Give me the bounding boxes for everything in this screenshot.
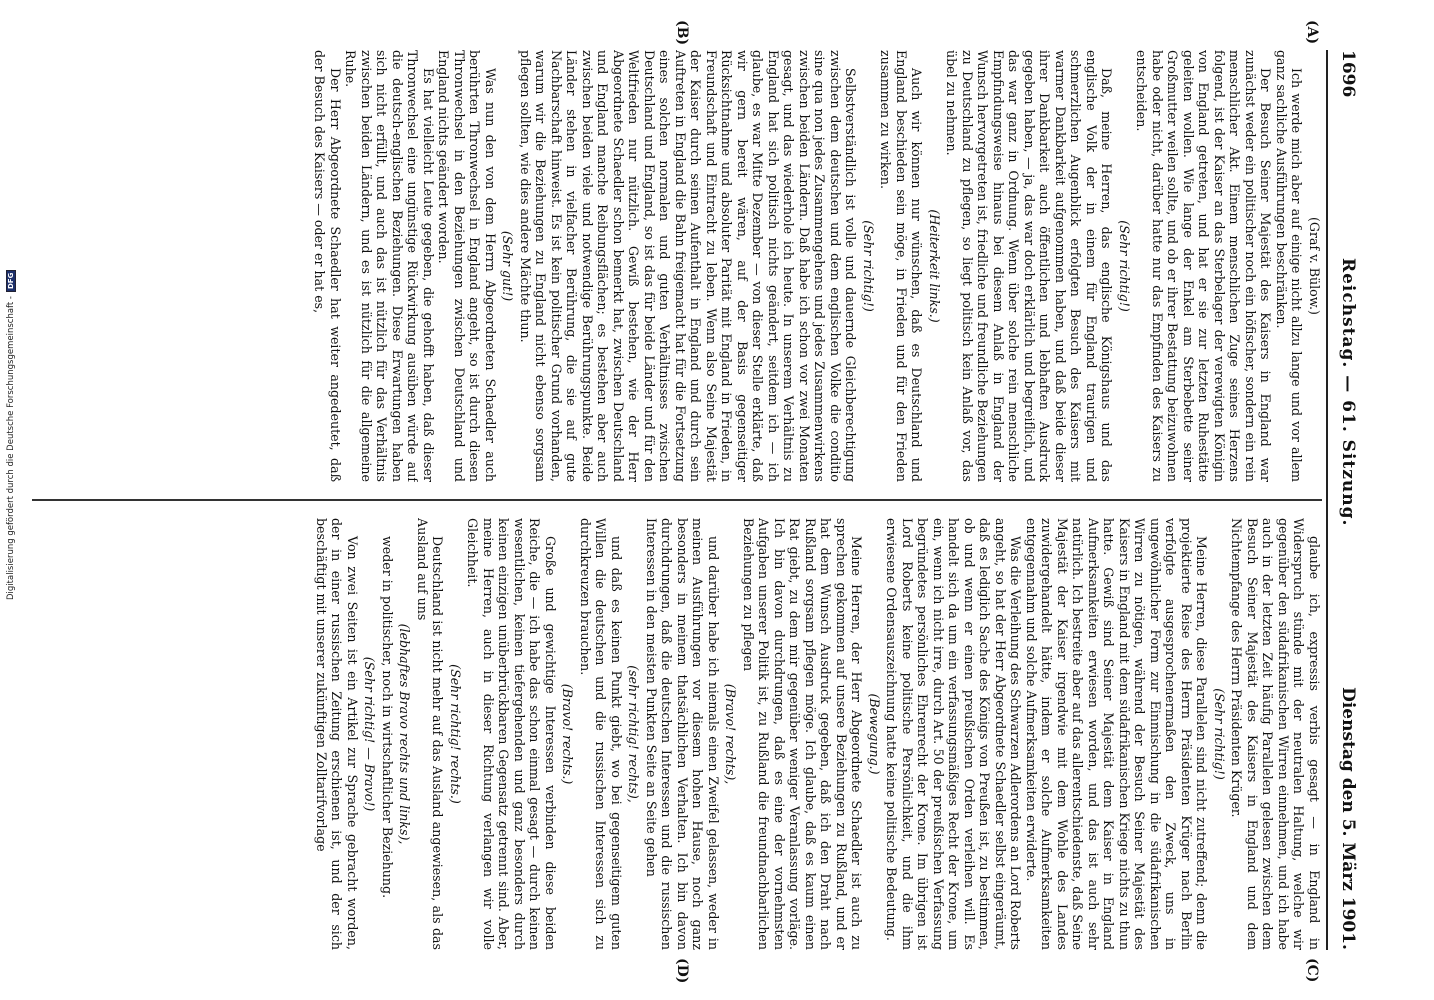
reaction-note: (Sehr richtig!) <box>1117 220 1132 312</box>
reaction-note: (sehr richtig! rechts), <box>626 665 642 803</box>
margin-marker-b: (B) <box>674 20 690 46</box>
text-paragraph: Selbstverständlich ist volle und dauernde Gleichberechtigung zwischen dem deutschen und dem englischen Volke die conditio sine qua non jedes Zusammengehens und jedes Zusammenwirkens zwischen beiden Ländern. Daß habe ich schon vor zwei Monaten gesagt, und das wiederhole ich heute. In unserem Verhältnis zu England hat sich politisch nichts geändert, seitdem ich — ich glaube, es war Mitte Dezember — von dieser Stelle erklärte, daß wir gern bereit wären, auf der Basis gegenseitiger Rücksichtnahme und absoluter Parität mit England in Frieden, in Freundschaft und Eintracht zu leben. Wenn also Seine Majestät der Kaiser durch seinen Aufenthalt in England und durch sein Auftreten in England die Bahn freigemacht hat für die Fortsetzung eines solchen normalen und guten Verhältnisses zwischen Deutschland und England, so ist das für beide Länder und für den Weltfrieden nur nützlich. Gewiß bestehen, wie der Herr Abgeordnete Schaedler schon bemerkt hat, zwischen Deutschland und England manche Reibungsflächen; es bestehen aber auch zwischen beiden viele und notwendige Berührungspunkte. Beide Länder stehen in vielfacher Berührung, die sie auf gute Nachbarschaft hinweist. Es ist kein politischer Grund vorhanden, warum wir die Beziehungen zu England nicht ebenso sorgsam pflegen sollten, wie dies andere Mächte thun. <box>518 50 859 482</box>
text-paragraph: Meine Herren, der Herr Abgeordnete Schaedler ist auch zu sprechen gekommen auf unsere Beziehungen zu Rußland, und er hat dem Wunsch Ausdruck gegeben, daß ich den Draht nach Rußland sorgsam pflegen möge. Ich glaube, daß es kaum einen Rat giebt, zu dem mir gegenüber weniger Veranlassung vorläge. Ich bin davon durchdrungen, daß es eine der vornehmsten Aufgaben unserer Politik ist, zu Rußland die freundnachbarlichen Beziehungen zu pflegen <box>741 518 865 950</box>
speaker-name: (Graf v. Bülow.) <box>1307 217 1322 315</box>
margin-marker-a: (A) <box>1304 20 1320 45</box>
text-paragraph: Der Besuch Seiner Majestät des Kaisers in England war zunächst weder ein politischer noch ein höfischer, sondern ein rein menschlicher Akt. Einem menschlichen Zuge seines Herzens folgend, ist der Kaiser an das Sterbelager der verewigten Königin von England getreten, und hat er sie zur letzten Ruhestätte geleiten wollen. Wie lange der Enkel am Sterbebette seiner Großmutter weilen sollte, und ob er ihrer Bestattung beizuwohnen habe oder nicht, darüber hatte nur das Empfinden des Kaisers zu entscheiden. <box>1134 50 1274 482</box>
reaction-note: (Sehr richtig!) <box>861 220 876 312</box>
page-number: 1696 <box>1338 50 1358 98</box>
page-title: Reichstag. — 61. Sitzung. <box>1338 257 1358 527</box>
reaction-note: (Sehr gut!) <box>500 230 516 302</box>
reaction-note: (Sehr richtig! rechts.) <box>448 664 463 804</box>
page-date: Dienstag den 5. März 1901. <box>1338 687 1358 950</box>
margin-marker-c: (C) <box>1304 958 1320 983</box>
credit-text: Digitalisierung gefördert durch die Deutsche Forschungsgemeinschaft - <box>6 296 16 600</box>
text-paragraph: Auch wir können nur wünschen, daß es Deutschland und England beschieden sein möge, in Frieden und für den Frieden zusammen zu wirken. <box>878 50 925 482</box>
column-divider <box>32 499 1322 501</box>
text-paragraph: Daß, meine Herren, das englische Königshaus und das englische Volk der in einem für England traurigen und schmerzlichen Augenblick erfolgten Besuch des Kaisers mit warmer Dankbarkeit aufgenommen haben, und daß beide dieser ihrer Dankbarkeit auch öffentlichen und lebhaften Ausdruck gegeben haben, — ja, das war doch erklärlich und begreiflich, und das war ganz in Ordnung. Wenn über solche rein menschliche Empfindungsweise hinaus bei diesem Anlaß in England der Wunsch hervorgetreten ist, friedliche und freundliche Beziehungen zu Deutschland zu pflegen, so liegt politisch kein Anlaß vor, das übel zu nehmen. <box>944 50 1115 482</box>
reaction-note: (Heiterkeit links.) <box>927 209 942 323</box>
reaction-note: (Sehr richtig!) <box>1212 688 1227 780</box>
text-paragraph: Was nun den von dem Herrn Abgeordneten Schaedler auch berührten Thronwechsel in England angeht, so ist durch diesen Thronwechsel in den Beziehungen zwischen Deutschland und England nichts geändert worden. <box>436 50 498 482</box>
text-paragraph: Meine Herren, diese Parallelen sind nicht zutreffend; denn die projektierte Reise des Herrn Präsidenten Krüger nach Berlin verfolgte ausgesprochenermaßen den Zweck, uns in ungewöhnlicher Form zur Einmischung in die südafrikanischen Wirren zu nötigen, während der Besuch Seiner Majestät des Kaisers in England mit dem südafrikanischen Kriege nichts zu thun hatte. Gewiß sind Seiner Majestät dem Kaiser in England Aufmerksamkeiten erwiesen worden, und das ist auch sehr natürlich. Ich bestreite aber auf das allerentschiedenste, daß Seine Majestät der Kaiser irgendwie mit dem Wohle des Landes zuwidergehandelt hätte, indem er solche Aufmerksamkeiten entgegennahm und solche Aufmerksamkeiten erwiderte. <box>1024 518 1210 950</box>
header-rule <box>1326 50 1328 950</box>
reaction-note: (lebhaftes Bravo rechts und links), <box>397 623 413 845</box>
text-paragraph: Was die Verleihung des Schwarzen Adlerordens an Lord Roberts angeht, so hat der Herr Abgeordnete Schaedler selbst eingeräumt, daß es lediglich Sache des Königs von Preußen ist, zu bestimmen, ob und wenn er einen preußischen Orden verleihen will. Es handelt sich da um ein verfassungsmäßiges Recht der Krone, um ein, wenn ich nicht irre, durch Art. 50 der preußischen Verfassung begründetes persönliches Ehrenrecht der Krone. Im übrigen ist Lord Roberts keine politische Persönlichkeit, und die ihm erwiesene Ordensauszeichnung hatte keine politische Bedeutung. <box>884 518 1024 950</box>
left-column <box>32 50 1322 482</box>
page-header <box>1330 50 1358 950</box>
text-paragraph: Es hat vielleicht Leute gegeben, die gehofft haben, daß dieser Thronwechsel eine ungünstige Rückwirkung ausüben würde auf die deutsch-englischen Beziehungen. Diese Erwartungen haben sich nicht erfüllt, und auch das ist nützlich für das Verhältnis zwischen beiden Ländern, und es ist nützlich für die allgemeine Ruhe. <box>343 50 436 482</box>
text-paragraph: und daß es keinen Punkt giebt, wo bei gegenseitigem guten Willen die deutschen und die russischen Interessen sich zu durchkreuzen brauchen. <box>578 518 624 950</box>
text-paragraph: Deutschland ist nicht mehr auf das Ausland angewiesen, als das Ausland auf uns <box>415 518 446 950</box>
text-paragraph: und darüber habe ich niemals einen Zweifel gelassen, weder in meinen Ausführungen vor diesem hohen Hause, noch ganz besonders in meinem thatsächlichen Verhalten. Ich bin davon durchdrungen, daß die deutschen Interessen und die russischen Interessen in den meisten Punkten Seite an Seite gehen <box>644 518 721 950</box>
reaction-note: (Bravo! rechts), <box>723 683 739 785</box>
text-paragraph: glaube ich, expressis verbis gesagt — in England in Widerspruch stünde mit der neutralen Haltung, welche wir gegenüber den südafrikanischen Wirren einnehmen, und ich habe auch in der letzten Zeit häufig Parallelen gelesen zwischen dem Besuch Seiner Majestät des Kaisers in England und dem Nichtempfange des Herrn Präsidenten Krüger. <box>1229 518 1322 950</box>
margin-marker-d: (D) <box>674 958 690 984</box>
text-paragraph: Der Herr Abgeordnete Schaedler hat weiter angedeutet, daß der Besuch des Kaisers — oder er hat es, <box>312 50 343 482</box>
dfg-logo: DFG <box>6 270 16 292</box>
text-paragraph: Große und gewichtige Interessen verbinden diese beiden Reiche, die — ich habe das schon einmal gesagt — durch keinen wesentlichen, keinen tiefergehenden und ganz besonders durch keinen einzigen unüberbrückbaren Gegensatz getrennt sind. Aber, meine Herren, auch in dieser Richtung verlangen wir volle Gleichheit. <box>465 518 558 950</box>
text-paragraph: weder in politischer, noch in wirtschaftlicher Beziehung. <box>380 536 395 899</box>
reaction-note: (Bravo! rechts.) <box>560 683 576 785</box>
right-column <box>32 518 1322 950</box>
digitization-credit <box>6 210 18 600</box>
reaction-note: (Bewegung.) <box>867 693 882 775</box>
text-paragraph: Von zwei Seiten ist ein Artikel zur Sprache gebracht worden, der in einer russischen Zeitung erschienen ist, und der sich beschäftigt mit unserer zukünftigen Zolltarifvorlage <box>314 518 360 950</box>
reaction-note: (Sehr richtig! — Bravo!) <box>362 656 378 812</box>
text-paragraph: Ich werde mich aber auf einige nicht allzu lange und vor allem ganz sachliche Ausführungen beschränken. <box>1274 50 1305 482</box>
